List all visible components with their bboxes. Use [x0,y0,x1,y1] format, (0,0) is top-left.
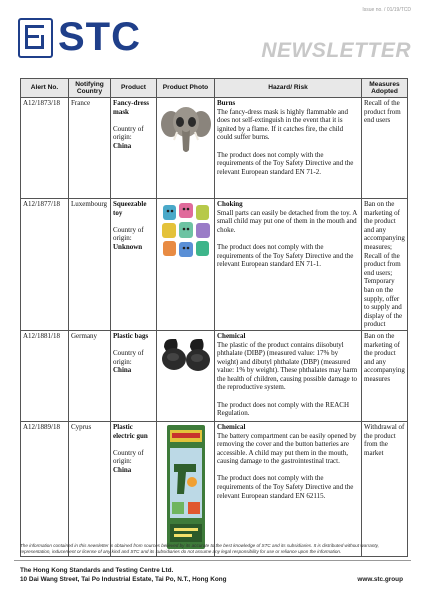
hazard-title: Chemical [217,331,246,340]
stc-logo-icon [18,18,53,58]
column-header: Product Photo [157,79,215,98]
compliance-note: The product does not comply with the requirements of the Toy Safety Directive and the relevant European standard EN 62115. [217,474,354,500]
origin-value: Unknown [113,242,143,251]
brand-name: STC [58,15,141,59]
table-row [21,330,408,421]
website-link[interactable]: www.stc.group [357,576,403,583]
company-name: The Hong Kong Standards and Testing Centre Ltd. [20,567,174,574]
alert-number: A12/1881/18 [21,330,69,421]
product-cell [111,199,157,331]
product-name: Squeezable toy [113,200,147,217]
compliance-note: The product does not comply with the requirements of the Toy Safety Directive and the relevant European standard EN 71-1. [217,242,354,269]
table-row [21,199,408,331]
table-row [21,98,408,199]
notifying-country: Cyprus [69,421,111,556]
hazard-cell [215,199,362,331]
photo-cell [157,98,215,199]
column-header: Product [111,79,157,98]
hazard-description: The plastic of the product contains diisobutyl phthalate (DIBP) (measured value: 17% by weight) and dibutyl phthalate (DBP) (measured value: 1% by weight). These phthalates may harm the health of children, causing possible damage to the reproductive system. [217,340,358,392]
compliance-note: The product does not comply with the REACH Regulation. [217,400,350,418]
measures-adopted: Recall of the product from end users [362,98,408,199]
hazard-description: The fancy-dress mask is highly flammable and does not self-extinguish in the event that it is ignited by a flame. If it catches fire, the child could suffer burns. [217,107,349,142]
measures-adopted: Withdrawal of the product from the market [362,421,408,556]
notifying-country: Luxembourg [69,199,111,331]
alert-number: A12/1889/18 [21,421,69,556]
newsletter-title: NEWSLETTER [261,39,411,62]
product-cell [111,98,157,199]
disclaimer-text: The information contained in this newsletter is obtained from sources believed by its accurate to the best knowledge of STC and its subsidiaries. It is distributed without warranty, representation, inducement or license of any kind and STC and its subsidiaries do not assume any legal responsibility for use or reliance upon the information. [20,543,379,554]
column-header: Hazard/ Risk [215,79,362,98]
compliance-note: The product does not comply with the requirements of the Toy Safety Directive and the relevant European standard EN 71-2. [217,150,354,176]
origin-value: China [113,366,132,375]
hazard-title: Choking [217,200,243,208]
product-name: Fancy-dress mask [113,99,150,116]
hazard-cell [215,98,362,199]
measures-adopted: Ban on the marketing of the product and any accompanying measures [362,330,408,421]
product-name: Plastic electric gun [113,422,148,440]
origin-label: Country of origin: [113,225,144,243]
photo-cell [157,199,215,331]
alert-number: A12/1873/18 [21,98,69,199]
company-address: 10 Dai Wang Street, Tai Po Industrial Estate, Tai Po, N.T., Hong Kong [20,576,227,583]
notifying-country: Germany [69,330,111,421]
hazard-cell [215,330,362,421]
photo-cell [157,330,215,421]
product-cell [111,421,157,556]
origin-label: Country of origin: [113,349,144,366]
hazard-title: Burns [217,99,236,107]
hazard-cell [215,421,362,556]
table-header-row [21,79,408,98]
column-header: Measures Adopted [362,79,408,98]
origin-label: Country of origin: [113,448,144,466]
squeeze-toys-photo [160,201,212,263]
measures-adopted: Ban on the marketing of the product and any accompanying measures; Recall of the product from end users; Temporary ban on the supply, offer to supply and display of the product [362,199,408,331]
origin-label: Country of origin: [113,124,144,142]
toy-gun-package-photo [166,424,206,550]
page-header [0,0,425,75]
alerts-table [20,78,408,557]
product-cell [111,330,157,421]
product-name: Plastic bags [113,331,149,340]
footer-divider [14,560,411,561]
photo-cell [157,421,215,556]
hazard-title: Chemical [217,422,246,431]
hazard-description: The battery compartment can be easily opened by removing the cover and the button batteries are accessible. A child may put them in the mouth, causing damage to the gastrointestinal tract. [217,431,357,466]
plastic-bags-photo [160,333,212,375]
notifying-country: France [69,98,111,199]
issue-number: Issue no. / 01/19/TCD [362,7,411,13]
hazard-description: Small parts can easily be detached from the toy. A small child may put one of them in the mouth and choke. [217,208,357,234]
elephant-mask-photo [160,100,212,156]
table-row [21,421,408,556]
alert-number: A12/1877/18 [21,199,69,331]
column-header: Notifying Country [69,79,111,98]
origin-value: China [113,465,132,474]
column-header: Alert No. [21,79,69,98]
origin-value: China [113,141,132,150]
